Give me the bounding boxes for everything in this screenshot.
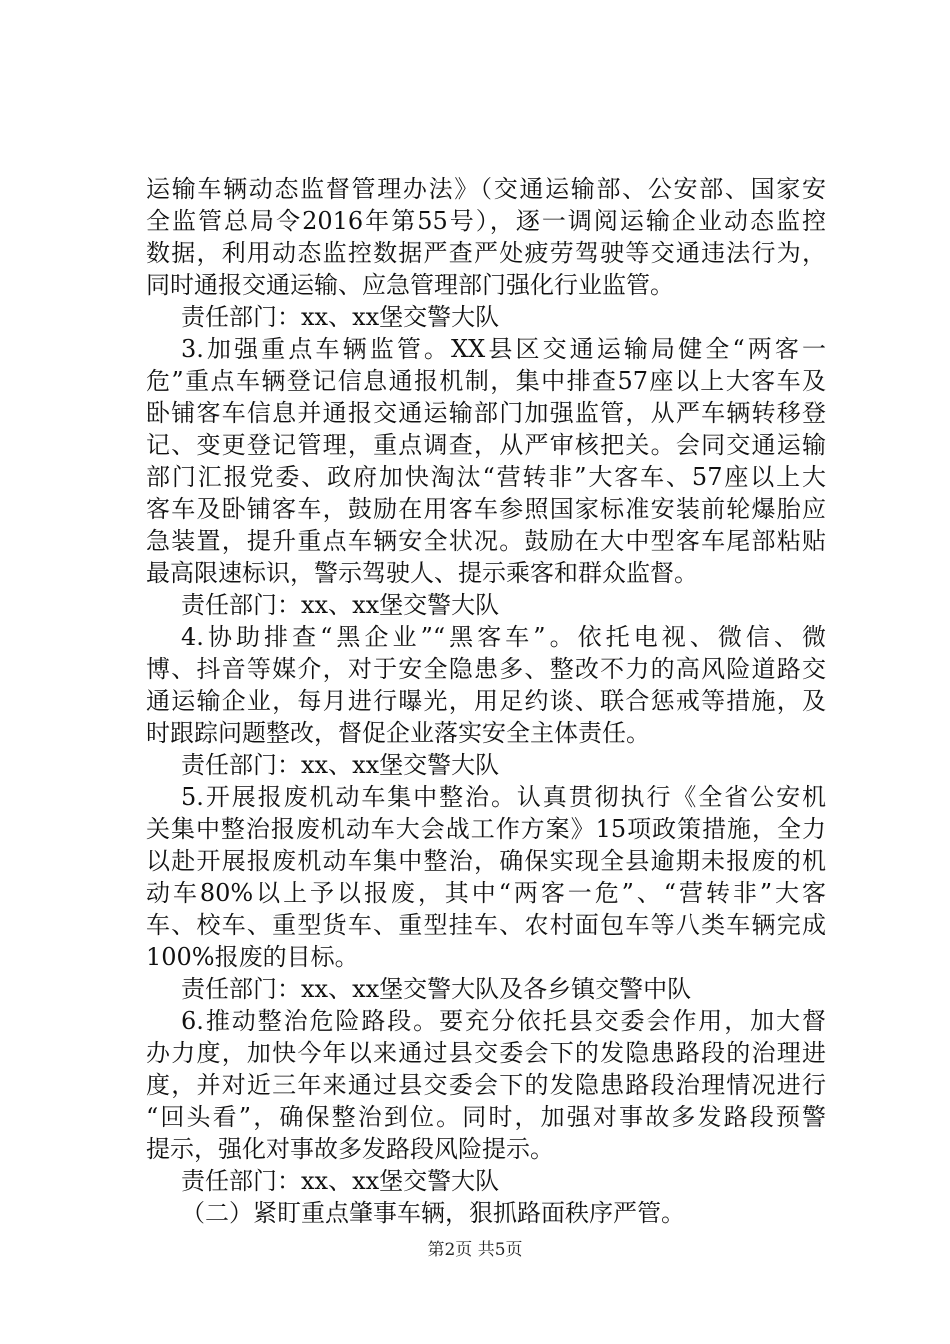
page-number: 第2页 共5页: [427, 1240, 523, 1260]
responsible-department-line: 责任部门：xx、xx堡交警大队: [181, 751, 500, 779]
text-line: 急装置，提升重点车辆安全状况。鼓励在大中型客车尾部粘贴: [146, 527, 826, 555]
text-line: 以赴开展报废机动车集中整治，确保实现全县逾期未报废的机: [146, 847, 826, 875]
text-line: 博、抖音等媒介，对于安全隐患多、整改不力的高风险道路交: [146, 655, 826, 683]
text-line: 最高限速标识，警示驾驶人、提示乘客和群众监督。: [146, 559, 698, 587]
text-line: 100%报废的目标。: [146, 943, 359, 971]
text-line: 数据，利用动态监控数据严查严处疲劳驾驶等交通违法行为，: [146, 239, 826, 267]
section-heading-4: 4.协助排查“黑企业”“黑客车”。依托电视、微信、微: [181, 623, 826, 651]
subsection-heading: （二）紧盯重点肇事车辆，狠抓路面秩序严管。: [181, 1199, 685, 1227]
text-line: 同时通报交通运输、应急管理部门强化行业监管。: [146, 271, 674, 299]
text-line: 危”重点车辆登记信息通报机制，集中排查57座以上大客车及: [146, 367, 826, 395]
responsible-department-line: 责任部门：xx、xx堡交警大队: [181, 303, 500, 331]
text-line: 动车80%以上予以报废，其中“两客一危”、“营转非”大客: [146, 879, 826, 907]
text-line: 全监管总局令2016年第55号），逐一调阅运输企业动态监控: [146, 207, 826, 235]
text-line: “回头看”，确保整治到位。同时，加强对事故多发路段预警: [146, 1103, 826, 1131]
text-line: 部门汇报党委、政府加快淘汰“营转非”大客车、57座以上大: [146, 463, 826, 491]
responsible-department-line: 责任部门：xx、xx堡交警大队: [181, 591, 500, 619]
document-body: [146, 173, 826, 1229]
section-heading-5: 5.开展报废机动车集中整治。认真贯彻执行《全省公安机: [181, 783, 826, 811]
responsible-department-line: 责任部门：xx、xx堡交警大队及各乡镇交警中队: [181, 975, 692, 1003]
text-line: 卧铺客车信息并通报交通运输部门加强监管，从严车辆转移登: [146, 399, 826, 427]
text-line: 提示，强化对事故多发路段风险提示。: [146, 1135, 554, 1163]
section-heading-3: 3.加强重点车辆监管。XX县区交通运输局健全“两客一: [181, 335, 826, 363]
text-line: 度，并对近三年来通过县交委会下的发隐患路段治理情况进行: [146, 1071, 826, 1099]
text-line: 时跟踪问题整改，督促企业落实安全主体责任。: [146, 719, 650, 747]
text-line: 办力度，加快今年以来通过县交委会下的发隐患路段的治理进: [146, 1039, 826, 1067]
text-line: 关集中整治报废机动车大会战工作方案》15项政策措施，全力: [146, 815, 826, 843]
text-line: 记、变更登记管理，重点调查，从严审核把关。会同交通运输: [146, 431, 826, 459]
section-heading-6: 6.推动整治危险路段。要充分依托县交委会作用，加大督: [181, 1007, 826, 1035]
text-line: 运输车辆动态监督管理办法》（交通运输部、公安部、国家安: [146, 175, 826, 203]
responsible-department-line: 责任部门：xx、xx堡交警大队: [181, 1167, 500, 1195]
text-line: 客车及卧铺客车，鼓励在用客车参照国家标准安装前轮爆胎应: [146, 495, 826, 523]
text-line: 通运输企业，每月进行曝光，用足约谈、联合惩戒等措施，及: [146, 687, 826, 715]
text-line: 车、校车、重型货车、重型挂车、农村面包车等八类车辆完成: [146, 911, 826, 939]
page-footer: [0, 1238, 950, 1262]
